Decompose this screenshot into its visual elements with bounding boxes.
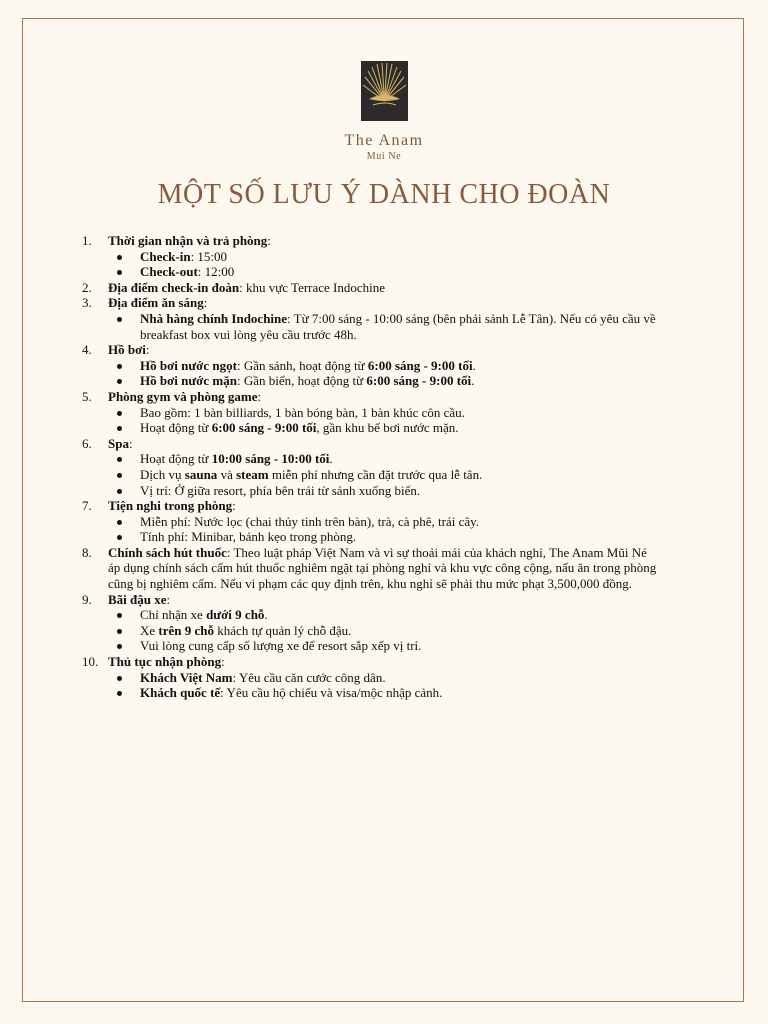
item-label: Tiện nghi trong phòng (108, 498, 233, 514)
sub-list-item (108, 311, 658, 342)
plain-text: . (329, 451, 333, 467)
item-label: Hồ bơi (108, 342, 146, 358)
plain-text: : 12:00 (197, 264, 235, 280)
bold-text: 6:00 sáng - 9:00 tối (367, 357, 473, 373)
item-text: : Theo luật pháp Việt Nam và vì sự thoải mái của khách nghỉ, The Anam Mũi Né áp dụng chính sách cấm hút thuốc nghiêm ngặt tại phòng nghỉ và khu vực công cộng, nấu ăn trong phòng cũng bị nghiêm cấm. Nếu vi phạm các quy định trên, khu nghỉ sẽ phải thu mức phạt 3,500,000 đồng. (108, 544, 657, 592)
plain-text: . (472, 357, 476, 373)
item-number: 10. (82, 654, 99, 670)
item-text: : (257, 388, 262, 404)
sub-list-item (108, 638, 658, 654)
list-item (78, 436, 658, 498)
bold-text: Hồ bơi nước ngọt (140, 357, 237, 373)
sub-list-item (108, 467, 658, 483)
sub-list-item (108, 451, 658, 467)
item-text: : (232, 498, 236, 514)
plain-text: Miễn phí: Nước lọc (chai thủy tinh trên bàn), trà, cà phê, trái cây. (140, 513, 480, 529)
plain-text: : Từ 7:00 sáng - 10:00 sáng (bên phải sảnh Lễ Tân). Nếu có yêu cầu về breakfast box vui lòng yêu cầu trước 48h. (140, 310, 656, 342)
plain-text: và (217, 466, 237, 482)
sub-list (108, 311, 658, 342)
sub-list-item (108, 358, 658, 374)
sub-list (108, 607, 658, 654)
item-number: 8. (82, 544, 92, 560)
list-item (78, 389, 658, 436)
item-text: : (267, 233, 271, 248)
item-label: Bãi đậu xe (108, 591, 167, 607)
brand-subtitle: Mui Ne (366, 151, 402, 162)
sub-list-item (108, 670, 658, 686)
brand-name: The Anam (344, 132, 424, 149)
item-number: 4. (82, 342, 92, 358)
item-text: : (221, 654, 225, 670)
bold-text: Check-out (140, 264, 198, 280)
plain-text: Chỉ nhận xe (140, 607, 207, 623)
bold-text: Khách quốc tế (140, 685, 221, 701)
bold-text: dưới 9 chỗ (206, 607, 265, 623)
sub-list (108, 249, 658, 280)
sub-list-item (108, 483, 658, 499)
sub-list (108, 358, 658, 389)
item-number: 9. (82, 591, 92, 607)
sub-list-item (108, 685, 658, 701)
plain-text: : Gần sảnh, hoạt động từ (236, 357, 368, 373)
item-label: Thủ tục nhận phòng (108, 654, 222, 670)
item-label: Chính sách hút thuốc (108, 544, 227, 560)
plain-text: Bao gồm: 1 bàn billiards, 1 bàn bóng bàn, 1 bàn khúc côn cầu. (140, 404, 465, 420)
item-number: 2. (82, 279, 92, 295)
bold-text: sauna (184, 466, 218, 482)
plain-text: Dịch vụ (140, 466, 185, 482)
anam-logo-icon (361, 61, 408, 121)
sub-list-item (108, 249, 658, 265)
sub-list-item (108, 264, 658, 280)
sub-list-item (108, 420, 658, 436)
item-label: Địa điểm check-in đoàn (108, 279, 240, 295)
item-number: 6. (82, 435, 92, 451)
plain-text: Hoạt động từ (140, 420, 212, 436)
plain-text: khách tự quản lý chỗ đậu. (214, 622, 352, 638)
item-text: : (128, 435, 133, 451)
sub-list (108, 451, 658, 498)
item-text: : (203, 295, 208, 311)
item-number: 3. (82, 295, 92, 311)
item-label: Địa điểm ăn sáng (108, 295, 204, 311)
plain-text: : 15:00 (190, 248, 228, 264)
plain-text: , gần khu bể bơi nước mặn. (316, 420, 459, 436)
plain-text: : Yêu cầu căn cước công dân. (232, 669, 386, 685)
bold-text: Check-in (140, 248, 191, 264)
bold-text: 10:00 sáng - 10:00 tối (211, 451, 330, 467)
bold-text: Hồ bơi nước mặn (140, 373, 237, 389)
list-item (78, 592, 658, 654)
bold-text: 6:00 sáng - 9:00 tối (211, 420, 317, 436)
plain-text: Tính phí: Minibar, bánh kẹo trong phòng. (140, 529, 357, 545)
list-item (78, 295, 658, 342)
item-text: : (145, 342, 150, 358)
sub-list (108, 670, 658, 701)
list-item (78, 280, 658, 296)
notes-content (78, 233, 658, 701)
plain-text: : Gần biển, hoạt động từ (236, 373, 367, 389)
bold-text: Khách Việt Nam (140, 669, 233, 685)
item-label: Phòng gym và phòng game (108, 388, 258, 404)
list-item (78, 233, 658, 280)
list-item (78, 545, 658, 592)
item-label: Spa (108, 435, 129, 451)
sub-list-item (108, 529, 658, 545)
notes-list (78, 233, 658, 701)
list-item (78, 498, 658, 545)
item-number: 7. (82, 498, 92, 514)
page-title: MỘT SỐ LƯU Ý DÀNH CHO ĐOÀN (157, 179, 611, 210)
plain-text: Hoạt động từ (140, 451, 212, 467)
sub-list (108, 514, 658, 545)
plain-text: : Yêu cầu hộ chiếu và visa/mộc nhập cảnh. (220, 685, 443, 701)
item-number: 5. (82, 388, 92, 404)
sub-list-item (108, 373, 658, 389)
plain-text: . (264, 607, 268, 623)
item-text: : khu vực Terrace Indochine (239, 279, 386, 295)
list-item (78, 342, 658, 389)
plain-text: . (471, 373, 475, 389)
list-item (78, 654, 658, 701)
bold-text: 6:00 sáng - 9:00 tối (366, 373, 472, 389)
bold-text: trên 9 chỗ (158, 622, 215, 638)
bold-text: Nhà hàng chính Indochine (140, 310, 288, 326)
plain-text: miễn phí nhưng cần đặt trước qua lễ tân. (268, 466, 483, 482)
plain-text: Xe (140, 622, 159, 638)
item-text: : (166, 591, 171, 607)
plain-text: Vị trí: Ở giữa resort, phía bên trái từ sảnh xuống biển. (140, 482, 421, 498)
bold-text: steam (236, 466, 269, 482)
sub-list (108, 405, 658, 436)
sub-list-item (108, 514, 658, 530)
sub-list-item (108, 607, 658, 623)
sub-list-item (108, 623, 658, 639)
plain-text: Vui lòng cung cấp số lượng xe để resort sắp xếp vị trí. (140, 638, 422, 654)
item-number: 1. (82, 233, 92, 248)
sub-list-item (108, 405, 658, 421)
item-label: Thời gian nhận và trả phòng (108, 233, 268, 248)
